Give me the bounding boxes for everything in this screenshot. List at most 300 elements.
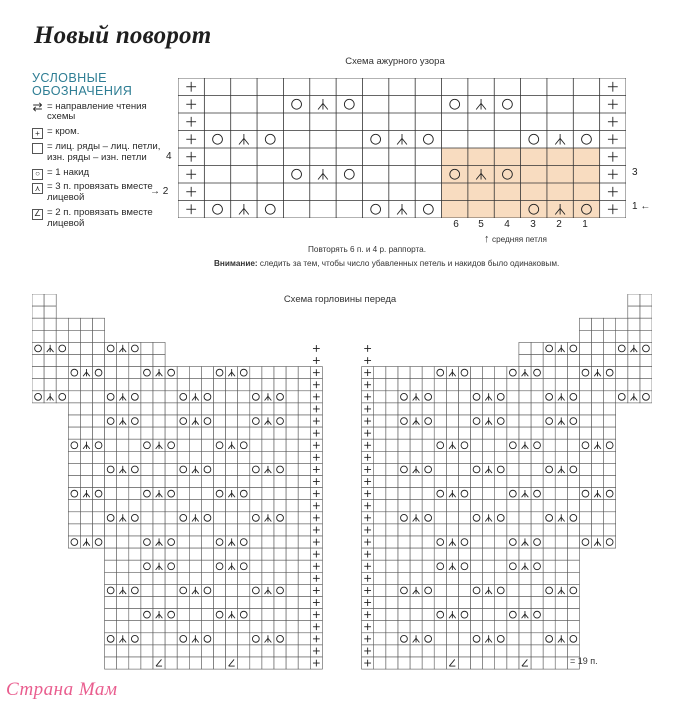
chart-cell: [374, 572, 386, 584]
yarn-over-icon: [450, 99, 460, 109]
chart-cell: [238, 524, 250, 536]
chart-cell: [238, 657, 250, 669]
chart-cell: [226, 500, 238, 512]
edge-stitch-icon: [313, 357, 320, 364]
chart-cell: [579, 512, 591, 524]
chart-cell: [226, 512, 238, 524]
chart-cell: [410, 367, 422, 379]
chart-cell: [422, 584, 434, 596]
chart-cell: [531, 415, 543, 427]
chart-cell: [68, 415, 80, 427]
chart-cell: [298, 548, 310, 560]
chart-cell: [616, 330, 628, 342]
chart-cell: [298, 488, 310, 500]
chart-cell: [519, 355, 531, 367]
chart-cell: [410, 524, 422, 536]
chart-cell: [458, 379, 470, 391]
chart-cell: [274, 536, 286, 548]
chart-cell: [286, 427, 298, 439]
chart-cell: [507, 488, 519, 500]
chart-cell: [434, 439, 446, 451]
edge-stitch-icon: [608, 99, 618, 109]
chart-cell: [628, 306, 640, 318]
chart-cell: [531, 657, 543, 669]
chart-cell: [567, 584, 579, 596]
chart-cell: [93, 476, 105, 488]
chart-cell: [105, 524, 117, 536]
chart-cell: [80, 524, 92, 536]
chart-cell: [105, 657, 117, 669]
chart-cell: [177, 512, 189, 524]
chart-cell: [483, 439, 495, 451]
chart-cell: [579, 391, 591, 403]
attention-text: следить за тем, чтобы число убавленных петель и накидов было одинаковым.: [257, 259, 560, 268]
chart-cell: [579, 403, 591, 415]
chart-cell: [177, 597, 189, 609]
chart-cell: [531, 342, 543, 354]
chart-cell: [250, 609, 262, 621]
chart-cell: [543, 621, 555, 633]
chart-cell: [105, 560, 117, 572]
chart-cell: [153, 633, 165, 645]
chart-cell: [68, 367, 80, 379]
col-label: 1: [582, 219, 588, 230]
chart-cell: [68, 355, 80, 367]
chart-cell: [458, 427, 470, 439]
chart-cell: [567, 427, 579, 439]
chart-cell: [141, 524, 153, 536]
chart-cell: [471, 548, 483, 560]
chart-cell: [640, 306, 652, 318]
chart-cell: [592, 379, 604, 391]
legend-label: = кром.: [47, 126, 80, 138]
chart-cell: [410, 439, 422, 451]
chart-cell: [80, 342, 92, 354]
chart-cell: [483, 524, 495, 536]
chart-cell: [105, 439, 117, 451]
chart-cell: [250, 415, 262, 427]
chart-cell: [189, 379, 201, 391]
chart-cell: [189, 560, 201, 572]
chart-cell: [274, 560, 286, 572]
chart-cell: [80, 463, 92, 475]
legend-label: = 2 п. провязать вместе лицевой: [47, 206, 153, 229]
edge-stitch-icon: [186, 82, 196, 92]
chart-cell: [531, 633, 543, 645]
chart-cell: [165, 524, 177, 536]
chart-cell: [386, 403, 398, 415]
chart-cell: [471, 524, 483, 536]
chart-cell: [374, 379, 386, 391]
chart-cell: [531, 403, 543, 415]
chart-cell: [298, 584, 310, 596]
chart-cell: [543, 391, 555, 403]
chart-cell: [214, 451, 226, 463]
chart-cell: [531, 367, 543, 379]
chart-cell: [398, 451, 410, 463]
chart-cell: [531, 560, 543, 572]
chart-cell: [531, 572, 543, 584]
chart-cell: [422, 451, 434, 463]
chart-cell: [153, 342, 165, 354]
chart-cell: [105, 403, 117, 415]
chart-cell: [579, 500, 591, 512]
chart-cell: [201, 451, 213, 463]
yarn-over-icon: [423, 134, 433, 144]
chart-cell: [604, 318, 616, 330]
chart-cell: [262, 548, 274, 560]
chart-cell: [32, 330, 44, 342]
edge-stitch-icon: [608, 169, 618, 179]
chart-cell: [141, 391, 153, 403]
chart-cell: [141, 548, 153, 560]
chart-cell: [483, 427, 495, 439]
chart-cell: [592, 451, 604, 463]
chart-cell: [165, 415, 177, 427]
chart-cell: [567, 391, 579, 403]
chart-cell: [165, 476, 177, 488]
chart-cell: [398, 439, 410, 451]
chart-cell: [298, 451, 310, 463]
chart-cell: [446, 512, 458, 524]
chart-cell: [398, 488, 410, 500]
chart-cell: [68, 536, 80, 548]
chart-cell: [286, 548, 298, 560]
edge-stitch-icon: [186, 99, 196, 109]
row-count-label: = 19 п.: [570, 656, 598, 666]
chart-cell: [105, 572, 117, 584]
chart-cell: [298, 609, 310, 621]
chart-cell: [189, 367, 201, 379]
chart-cell: [56, 330, 68, 342]
chart-cell: [177, 500, 189, 512]
chart-cell: [117, 524, 129, 536]
chart-cell: [386, 476, 398, 488]
chart-cell: [68, 318, 80, 330]
chart-cell: [458, 488, 470, 500]
chart-cell: [483, 476, 495, 488]
chart-cell: [274, 391, 286, 403]
chart-cell: [105, 500, 117, 512]
chart-cell: [298, 379, 310, 391]
chart-cell: [44, 294, 56, 306]
chart-cell: [592, 463, 604, 475]
chart-cell: [298, 476, 310, 488]
chart-cell: [189, 476, 201, 488]
chart-cell: [471, 367, 483, 379]
chart-cell: [458, 657, 470, 669]
chart-cell: [567, 355, 579, 367]
chart-cell: [519, 524, 531, 536]
chart-cell: [177, 657, 189, 669]
chart-cell: [579, 439, 591, 451]
chart-cell: [105, 379, 117, 391]
chart-cell: [286, 621, 298, 633]
chart-cell: [214, 645, 226, 657]
chart-cell: [250, 463, 262, 475]
chart-cell: [374, 645, 386, 657]
chart-cell: [483, 657, 495, 669]
chart-cell: [555, 439, 567, 451]
chart-cell: [374, 536, 386, 548]
chart-cell: [274, 379, 286, 391]
chart-cell: [105, 621, 117, 633]
chart-cell: [579, 463, 591, 475]
chart-cell: [434, 572, 446, 584]
chart-cell: [458, 463, 470, 475]
chart-cell: [129, 451, 141, 463]
chart-cell: [483, 379, 495, 391]
chart-cell: [141, 415, 153, 427]
row-label-1: 1 ←: [632, 201, 651, 212]
chart-cell: [274, 451, 286, 463]
chart-cell: [226, 597, 238, 609]
chart-cell: [93, 500, 105, 512]
chart-cell: [434, 548, 446, 560]
chart-cell: [117, 451, 129, 463]
chart-cell: [410, 572, 422, 584]
chart-cell: [250, 427, 262, 439]
chart-cell: [105, 451, 117, 463]
chart-cell: [105, 609, 117, 621]
chart-cell: [555, 560, 567, 572]
chart-cell: [579, 524, 591, 536]
chart-cell: [93, 512, 105, 524]
chart-cell: [141, 342, 153, 354]
chart-cell: [117, 355, 129, 367]
chart-cell: [129, 512, 141, 524]
chart-cell: [434, 584, 446, 596]
chart-cell: [386, 536, 398, 548]
chart-cell: [422, 379, 434, 391]
chart-cell: [543, 536, 555, 548]
chart-cell: [153, 548, 165, 560]
chart-cell: [604, 427, 616, 439]
chart-cell: [177, 403, 189, 415]
chart-cell: [165, 645, 177, 657]
chart-cell: [567, 342, 579, 354]
chart-cell: [374, 621, 386, 633]
chart-cell: [274, 633, 286, 645]
chart-cell: [165, 536, 177, 548]
chart-cell: [531, 645, 543, 657]
chart-cell: [153, 355, 165, 367]
chart-cell: [165, 657, 177, 669]
chart-cell: [80, 318, 92, 330]
chart-cell: [507, 415, 519, 427]
chart-cell: [165, 512, 177, 524]
chart-cell: [286, 367, 298, 379]
chart-cell: [80, 379, 92, 391]
chart-cell: [495, 379, 507, 391]
chart-cell: [32, 342, 44, 354]
chart-cell: [165, 609, 177, 621]
chart-cell: [129, 476, 141, 488]
chart-cell: [80, 403, 92, 415]
chart-cell: [543, 597, 555, 609]
chart-cell: [398, 621, 410, 633]
chart-cell: [398, 597, 410, 609]
chart-cell: [286, 597, 298, 609]
chart-cell: [298, 403, 310, 415]
chart-cell: [519, 342, 531, 354]
chart-cell: [80, 427, 92, 439]
chart-cell: [129, 415, 141, 427]
chart-cell: [189, 500, 201, 512]
chart-cell: [214, 403, 226, 415]
chart-cell: [238, 367, 250, 379]
chart-cell: [80, 451, 92, 463]
chart-cell: [214, 500, 226, 512]
chart-cell: [483, 572, 495, 584]
chart-cell: [165, 379, 177, 391]
chart-cell: [298, 560, 310, 572]
chart-cell: [495, 512, 507, 524]
chart-cell: [201, 560, 213, 572]
chart-cell: [80, 330, 92, 342]
chart-cell: [519, 451, 531, 463]
chart-cell: [604, 403, 616, 415]
chart-cell: [214, 621, 226, 633]
chart-cell: [640, 379, 652, 391]
chart-cell: [471, 451, 483, 463]
chart-cell: [141, 657, 153, 669]
chart-cell: [141, 560, 153, 572]
chart-cell: [640, 342, 652, 354]
chart-cell: [434, 597, 446, 609]
chart-cell: [579, 415, 591, 427]
chart-cell: [238, 463, 250, 475]
chart-cell: [531, 500, 543, 512]
chart-cell: [93, 391, 105, 403]
chart-cell: [555, 621, 567, 633]
chart-cell: [386, 609, 398, 621]
chart-cell: [386, 548, 398, 560]
chart-cell: [507, 524, 519, 536]
chart-cell: [507, 560, 519, 572]
chart-cell: [177, 524, 189, 536]
chart-cell: [141, 572, 153, 584]
chart-cell: [495, 476, 507, 488]
chart-cell: [434, 560, 446, 572]
chart-cell: [458, 633, 470, 645]
chart-cell: [153, 451, 165, 463]
chart-cell: [32, 318, 44, 330]
chart-cell: [555, 536, 567, 548]
chart-cell: [177, 476, 189, 488]
chart-cell: [141, 597, 153, 609]
chart-cell: [165, 463, 177, 475]
col-label: 2: [556, 219, 562, 230]
edge-stitch-icon: [608, 204, 618, 214]
chart-cell: [117, 427, 129, 439]
chart-cell: [398, 379, 410, 391]
chart-cell: [129, 355, 141, 367]
chart-cell: [93, 439, 105, 451]
chart-cell: [286, 657, 298, 669]
three-together-icon: [239, 204, 249, 215]
chart-cell: [410, 403, 422, 415]
chart-cell: [298, 427, 310, 439]
chart-cell: [44, 318, 56, 330]
chart-cell: [555, 367, 567, 379]
chart-cell: [410, 488, 422, 500]
chart-cell: [153, 512, 165, 524]
chart-cell: [129, 621, 141, 633]
chart-cell: [507, 391, 519, 403]
chart-cell: [250, 512, 262, 524]
chart-cell: [543, 645, 555, 657]
chart-cell: [250, 548, 262, 560]
chart-cell: [117, 367, 129, 379]
chart-cell: [374, 512, 386, 524]
chart-cell: [177, 391, 189, 403]
chart-cell: [153, 621, 165, 633]
chart-cell: [129, 488, 141, 500]
chart-cell: [567, 536, 579, 548]
chart-cell: [226, 584, 238, 596]
three-together-icon: [397, 204, 407, 215]
chart-cell: [604, 512, 616, 524]
chart-cell: [262, 403, 274, 415]
chart-cell: [105, 415, 117, 427]
chart-cell: [519, 548, 531, 560]
chart-cell: [434, 451, 446, 463]
chart-cell: [93, 463, 105, 475]
chart-cell: [386, 584, 398, 596]
chart-cell: [471, 621, 483, 633]
chart-cell: [446, 451, 458, 463]
chart-cell: [434, 427, 446, 439]
chart-cell: [555, 657, 567, 669]
chart-cell: [410, 451, 422, 463]
chart-cell: [507, 584, 519, 596]
chart-cell: [44, 306, 56, 318]
chart-cell: [226, 621, 238, 633]
chart-cell: [410, 500, 422, 512]
chart-cell: [93, 403, 105, 415]
chart-cell: [238, 476, 250, 488]
chart-cell: [579, 488, 591, 500]
chart-cell: [286, 633, 298, 645]
chart-cell: [117, 536, 129, 548]
chart-cell: [579, 342, 591, 354]
chart-cell: [519, 500, 531, 512]
chart-cell: [250, 536, 262, 548]
chart-cell: [519, 621, 531, 633]
row-label-1-number: 1: [632, 201, 638, 212]
chart-cell: [604, 367, 616, 379]
chart-cell: [80, 355, 92, 367]
chart-cell: [398, 536, 410, 548]
chart-cell: [201, 597, 213, 609]
chart-cell: [153, 645, 165, 657]
chart-cell: [201, 403, 213, 415]
chart-cell: [250, 379, 262, 391]
chart-cell: [519, 597, 531, 609]
chart-cell: [386, 512, 398, 524]
chart-cell: [32, 391, 44, 403]
row-label-3: 3: [632, 167, 638, 178]
chart-cell: [141, 476, 153, 488]
chart-cell: [262, 439, 274, 451]
chart-cell: [434, 463, 446, 475]
chart-cell: [68, 512, 80, 524]
chart-cell: [386, 427, 398, 439]
chart-cell: [153, 597, 165, 609]
chart-cell: [238, 415, 250, 427]
chart-cell: [446, 500, 458, 512]
